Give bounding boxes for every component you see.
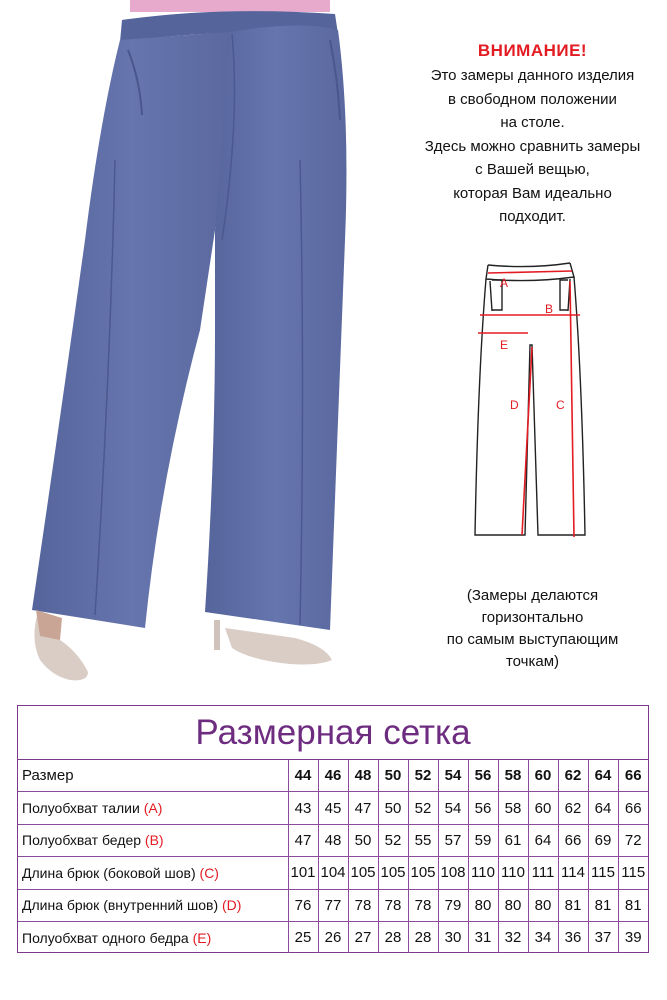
- table-cell: 80: [498, 889, 528, 921]
- notice-line: с Вашей вещью,: [475, 161, 590, 178]
- table-cell: 81: [588, 889, 618, 921]
- size-header-cell: 64: [588, 760, 618, 792]
- measurement-notice: [400, 38, 665, 229]
- table-cell: 60: [528, 792, 558, 824]
- table-cell: 50: [348, 824, 378, 856]
- table-cell: 110: [468, 857, 498, 889]
- table-row: [18, 921, 648, 953]
- size-header-cell: 62: [558, 760, 588, 792]
- size-chart: [17, 705, 649, 953]
- size-header-cell: 60: [528, 760, 558, 792]
- table-cell: 54: [438, 792, 468, 824]
- size-header-cell: 48: [348, 760, 378, 792]
- table-cell: 115: [618, 857, 648, 889]
- size-header-cell: 66: [618, 760, 648, 792]
- table-cell: 52: [378, 824, 408, 856]
- row-label-text: Полуобхват одного бедра: [22, 929, 189, 946]
- size-header-cell: 50: [378, 760, 408, 792]
- pants-right-leg: [205, 25, 346, 630]
- table-cell: 59: [468, 824, 498, 856]
- table-cell: 105: [408, 857, 438, 889]
- row-label-text: Длина брюк (боковой шов): [22, 864, 196, 881]
- row-label: [18, 857, 288, 889]
- table-row: [18, 824, 648, 856]
- table-cell: 80: [468, 889, 498, 921]
- table-cell: 36: [558, 921, 588, 953]
- schematic-label-e: E: [500, 338, 509, 352]
- table-cell: 81: [558, 889, 588, 921]
- pants-measurement-schematic: [470, 255, 610, 545]
- table-cell: 28: [378, 921, 408, 953]
- table-cell: 37: [588, 921, 618, 953]
- note-line: (Замеры делаются: [466, 587, 599, 604]
- notice-line: Здесь можно сравнить замеры: [424, 137, 641, 155]
- table-cell: 47: [288, 824, 318, 856]
- table-cell: 26: [318, 921, 348, 953]
- notice-line: на столе.: [500, 114, 565, 131]
- table-cell: 39: [618, 921, 648, 953]
- table-cell: 48: [318, 824, 348, 856]
- right-shoe-heel: [214, 620, 220, 650]
- table-cell: 79: [438, 889, 468, 921]
- row-label: [18, 889, 288, 921]
- pants-left-leg: [32, 32, 233, 628]
- table-cell: 57: [438, 824, 468, 856]
- shirt-hem: [130, 0, 330, 12]
- table-cell: 34: [528, 921, 558, 953]
- row-label: [18, 921, 288, 953]
- table-cell: 55: [408, 824, 438, 856]
- table-cell: 77: [318, 889, 348, 921]
- table-cell: 115: [588, 857, 618, 889]
- table-cell: 45: [318, 792, 348, 824]
- table-row: [18, 889, 648, 921]
- table-cell: 111: [528, 857, 558, 889]
- size-header-label: Размер: [18, 760, 288, 792]
- notice-line: подходит.: [499, 208, 566, 225]
- size-table: [18, 760, 648, 953]
- table-cell: 27: [348, 921, 378, 953]
- measurement-method-note: [400, 585, 665, 673]
- table-cell: 64: [588, 792, 618, 824]
- notice-line: которая Вам идеально: [453, 184, 612, 202]
- schematic-measure-lines: [478, 271, 580, 537]
- table-cell: 78: [408, 889, 438, 921]
- row-label-letter: (B): [144, 832, 164, 849]
- table-cell: 78: [378, 889, 408, 921]
- row-label-text: Полуобхват талии: [22, 800, 140, 817]
- schematic-label-d: D: [510, 398, 519, 412]
- table-cell: 62: [558, 792, 588, 824]
- table-cell: 72: [618, 824, 648, 856]
- size-header-cell: 54: [438, 760, 468, 792]
- notice-warning: ВНИМАНИЕ!: [477, 41, 588, 60]
- table-cell: 30: [438, 921, 468, 953]
- size-chart-title: Размерная сетка: [18, 706, 648, 760]
- table-cell: 61: [498, 824, 528, 856]
- row-label-letter: (C): [199, 864, 219, 881]
- schematic-label-a: A: [500, 276, 509, 290]
- note-line: по самым выступающим: [446, 631, 619, 648]
- table-cell: 104: [318, 857, 348, 889]
- schematic-label-c: C: [556, 398, 565, 412]
- row-label-letter: (A): [143, 800, 163, 817]
- size-header-cell: 56: [468, 760, 498, 792]
- table-cell: 76: [288, 889, 318, 921]
- row-label: [18, 792, 288, 824]
- table-cell: 101: [288, 857, 318, 889]
- table-cell: 69: [588, 824, 618, 856]
- notice-line: Это замеры данного изделия: [430, 67, 635, 84]
- size-header-cell: 58: [498, 760, 528, 792]
- table-row: [18, 792, 648, 824]
- table-cell: 108: [438, 857, 468, 889]
- table-cell: 43: [288, 792, 318, 824]
- table-cell: 47: [348, 792, 378, 824]
- table-row: [18, 857, 648, 889]
- notice-line: в свободном положении: [448, 90, 617, 108]
- table-cell: 110: [498, 857, 528, 889]
- table-cell: 105: [348, 857, 378, 889]
- row-label-text: Длина брюк (внутренний шов): [22, 897, 219, 914]
- table-cell: 25: [288, 921, 318, 953]
- size-header-cell: 46: [318, 760, 348, 792]
- size-header-cell: 44: [288, 760, 318, 792]
- table-cell: 66: [618, 792, 648, 824]
- table-cell: 58: [498, 792, 528, 824]
- note-line: точкам): [505, 653, 560, 670]
- table-cell: 78: [348, 889, 378, 921]
- size-header-cell: 52: [408, 760, 438, 792]
- right-shoe: [225, 628, 332, 665]
- row-label-letter: (D): [222, 897, 242, 914]
- row-label: [18, 824, 288, 856]
- table-cell: 32: [498, 921, 528, 953]
- table-cell: 50: [378, 792, 408, 824]
- note-line: горизонтально: [481, 609, 584, 626]
- product-photo: [0, 0, 400, 700]
- table-cell: 66: [558, 824, 588, 856]
- table-cell: 52: [408, 792, 438, 824]
- table-cell: 56: [468, 792, 498, 824]
- table-cell: 105: [378, 857, 408, 889]
- table-cell: 64: [528, 824, 558, 856]
- schematic-label-b: B: [545, 302, 554, 316]
- table-cell: 28: [408, 921, 438, 953]
- row-label-letter: (E): [192, 929, 212, 946]
- table-cell: 81: [618, 889, 648, 921]
- row-label-text: Полуобхват бедер: [22, 832, 142, 849]
- table-cell: 80: [528, 889, 558, 921]
- table-cell: 114: [558, 857, 588, 889]
- size-header-row: [18, 760, 648, 792]
- table-cell: 31: [468, 921, 498, 953]
